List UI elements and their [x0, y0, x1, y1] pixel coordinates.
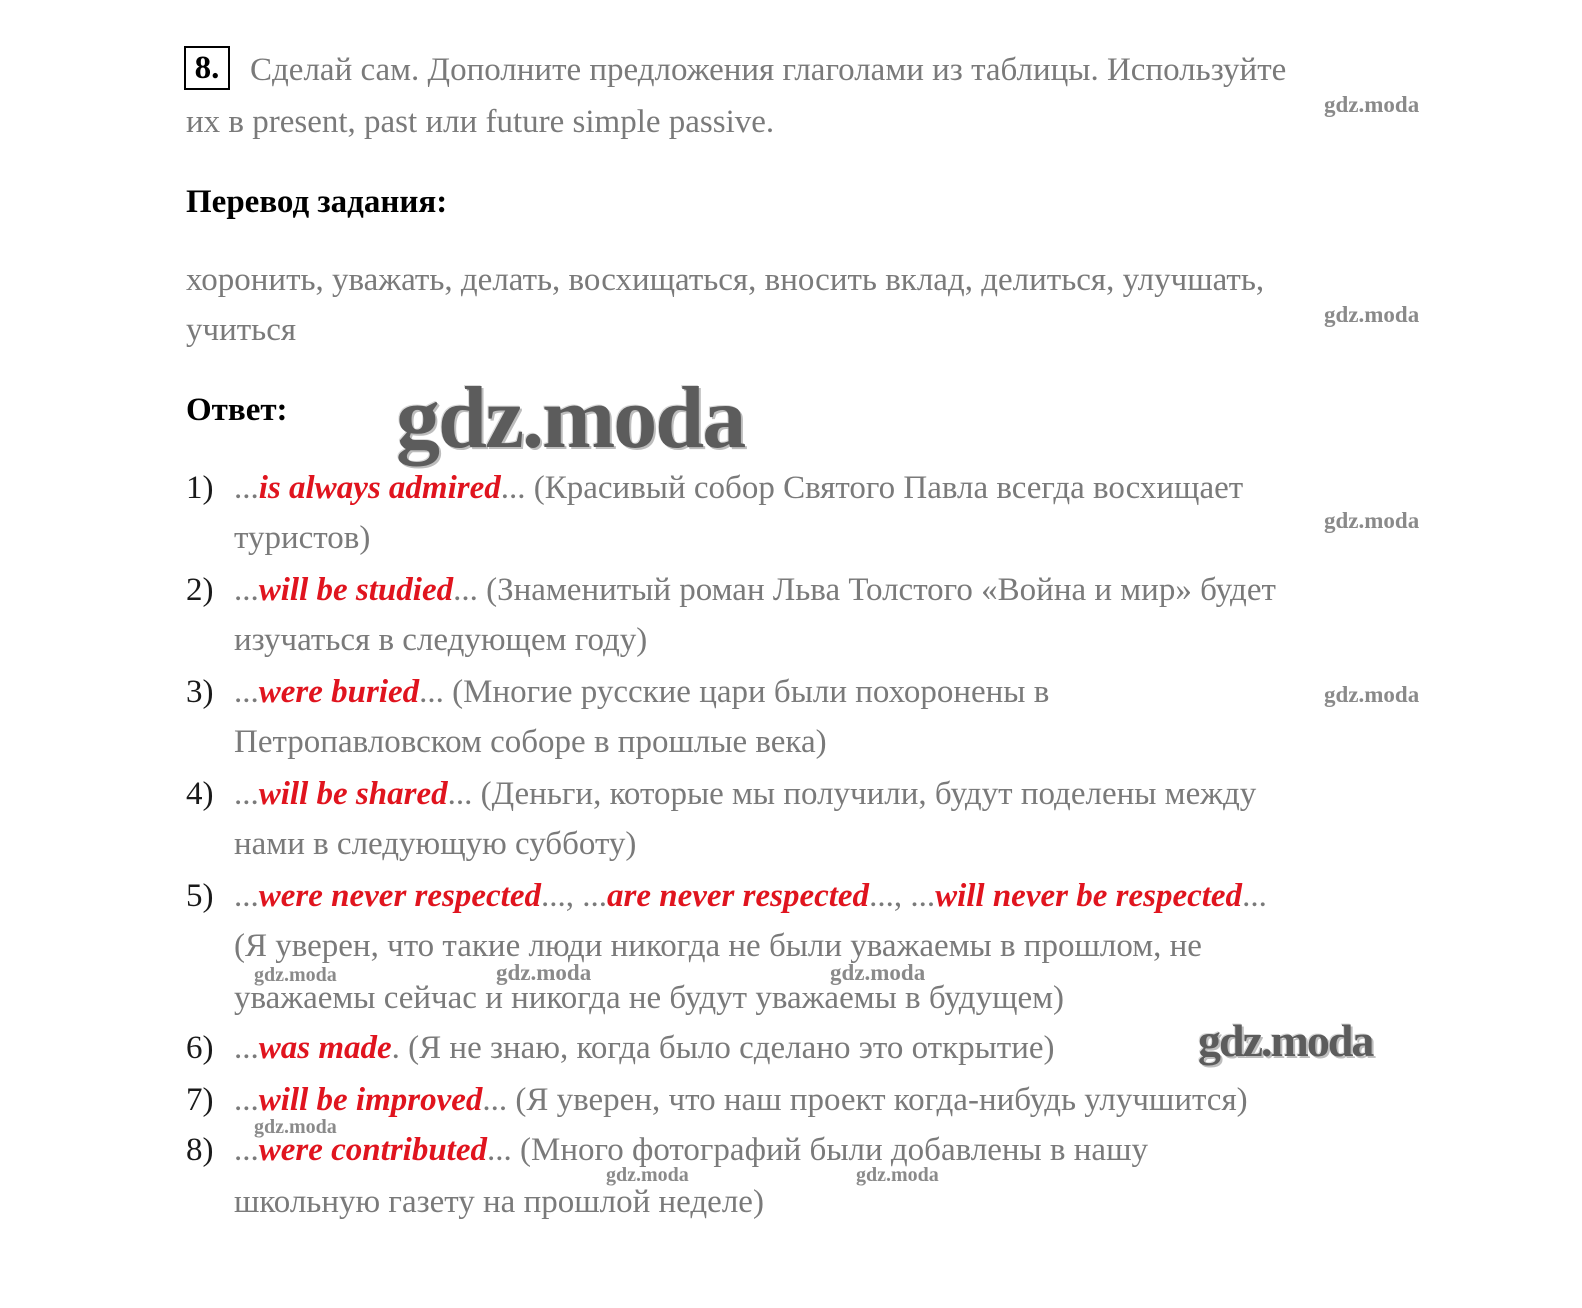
- item-translation: ... (Красивый собор Святого Павла всегда восхищает: [500, 470, 1244, 506]
- watermark: gdz.moda: [254, 964, 337, 986]
- item-continuation: уважаемы сейчас и никогда не будут уважаемы в будущем): [234, 980, 1065, 1016]
- answer-verb: will be studied: [258, 572, 454, 608]
- answer-verb: will be improved: [258, 1082, 483, 1118]
- answer-item: [186, 776, 1256, 813]
- translation-line2: учиться: [186, 312, 297, 348]
- watermark: gdz.moda: [254, 1116, 337, 1138]
- task-text-line2: их в present, past или future simple passive.: [186, 104, 775, 140]
- item-separator: ..., ...: [869, 878, 936, 914]
- item-number: 1): [186, 470, 214, 506]
- task-number-box: [184, 46, 230, 90]
- item-prefix: ...: [234, 1082, 259, 1118]
- item-prefix: ...: [234, 776, 259, 812]
- watermark: gdz.moda: [1324, 682, 1420, 707]
- item-prefix: ...: [234, 1132, 259, 1168]
- watermark: gdz.moda: [496, 960, 592, 985]
- answer-verb: will never be respected: [935, 878, 1243, 914]
- item-continuation: нами в следующую субботу): [234, 826, 637, 862]
- item-continuation: школьную газету на прошлой неделе): [234, 1184, 764, 1220]
- translation-heading: Перевод задания:: [186, 184, 448, 220]
- item-number: 4): [186, 776, 214, 812]
- watermark: gdz.moda: [1324, 508, 1420, 533]
- item-translation: ... (Я уверен, что наш проект когда-нибудь улучшится): [482, 1082, 1248, 1118]
- item-translation: ... (Знаменитый роман Льва Толстого «Война и мир» будет: [453, 572, 1276, 608]
- answer-verb: were never respected: [258, 878, 541, 914]
- answer-item: [186, 1082, 1248, 1119]
- watermark: gdz.moda: [856, 1164, 939, 1186]
- task-text-line1: Сделай сам. Дополните предложения глаголами из таблицы. Используйте: [250, 52, 1287, 88]
- answer-verb: was made: [258, 1030, 392, 1066]
- task-number: 8.: [194, 49, 220, 86]
- answer-verb: is always admired: [258, 470, 501, 506]
- item-prefix: ...: [234, 878, 259, 914]
- item-prefix: ...: [234, 572, 259, 608]
- answer-verb: were contributed: [258, 1132, 487, 1168]
- answer-item: [186, 1030, 1055, 1067]
- item-number: 5): [186, 878, 214, 914]
- item-continuation: туристов): [234, 520, 371, 556]
- item-number: 2): [186, 572, 214, 608]
- item-prefix: ...: [234, 1030, 259, 1066]
- item-continuation: изучаться в следующем году): [234, 622, 648, 658]
- translation-line1: хоронить, уважать, делать, восхищаться, вносить вклад, делиться, улучшать,: [186, 262, 1265, 298]
- answer-item: [186, 878, 1267, 915]
- watermark-large: gdz.moda: [396, 370, 745, 467]
- watermark: gdz.moda: [830, 960, 926, 985]
- item-suffix: ...: [1242, 878, 1267, 914]
- answer-item: [186, 470, 1243, 507]
- item-prefix: ...: [234, 674, 259, 710]
- answer-verb: are never respected: [606, 878, 870, 914]
- watermark-medium: gdz.moda: [1198, 1015, 1373, 1066]
- item-translation: ... (Многие русские цари были похоронены в: [419, 674, 1050, 710]
- item-translation: ... (Много фотографий были добавлены в нашу: [487, 1132, 1148, 1168]
- item-continuation: Петропавловском соборе в прошлые века): [234, 724, 827, 760]
- answer-item: [186, 572, 1276, 609]
- item-continuation: (Я уверен, что такие люди никогда не были уважаемы в прошлом, не: [234, 928, 1202, 964]
- item-number: 8): [186, 1132, 214, 1168]
- item-prefix: ...: [234, 470, 259, 506]
- answer-verb: will be shared: [258, 776, 448, 812]
- answer-heading: Ответ:: [186, 392, 288, 428]
- answer-verb: were buried: [258, 674, 420, 710]
- watermark: gdz.moda: [1324, 302, 1420, 327]
- answer-item: [186, 674, 1049, 711]
- item-translation: ... (Деньги, которые мы получили, будут поделены между: [447, 776, 1257, 812]
- item-number: 3): [186, 674, 214, 710]
- item-translation: . (Я не знаю, когда было сделано это открытие): [391, 1030, 1055, 1066]
- watermark: gdz.moda: [1324, 92, 1420, 117]
- item-separator: ..., ...: [540, 878, 607, 914]
- item-number: 6): [186, 1030, 214, 1066]
- watermark: gdz.moda: [606, 1164, 689, 1186]
- item-number: 7): [186, 1082, 214, 1118]
